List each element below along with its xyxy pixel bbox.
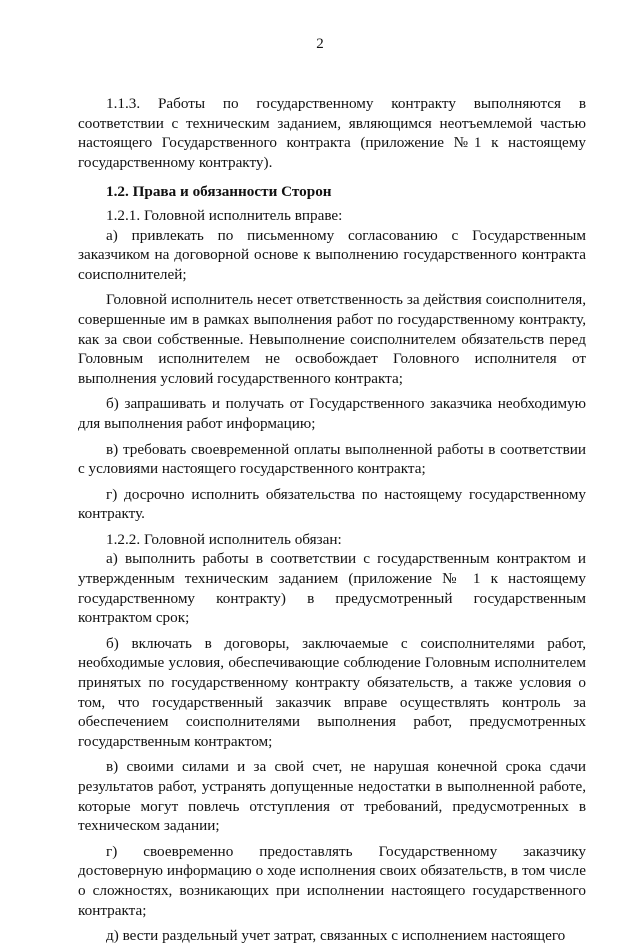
clause-1-2-1-a: а) привлекать по письменному согласованию с Государственным заказчиком на договорной основе к выполнению государственного контракта соисполнителей; [78,226,586,283]
clause-1-2-2-d: д) вести раздельный учет затрат, связанных с исполнением настоящего [106,927,566,945]
clause-1-1-3: 1.1.3. Работы по государственному контракту выполняются в соответствии с техническим заданием, являющимся неотъемлемой частью настоящего Государственного контракта (приложение №1 к настоящему государственному контракту). [78,95,586,171]
clause-1-2-2-a: а) выполнить работы в соответствии с государственным контрактом и утвержденным техническим заданием (приложение № 1 к настоящему государственному контракту) в предусмотренный государственным контрактом срок; [78,550,586,627]
document-body [78,94,586,946]
clause-1-2-1-intro: 1.2.1. Головной исполнитель вправе: [106,206,343,224]
section-heading: 1.2. Права и обязанности Сторон [106,183,332,201]
clause-1-2-2-v: в) своими силами и за свой счет, не нарушая конечной срока сдачи результатов работ, устранять допущенные недостатки в выполненной работе, которые могут повлечь отступления от требований, предусмотренных в техническом задании; [78,758,586,835]
clause-1-2-2-b: б) включать в договоры, заключаемые с соисполнителями работ, необходимые условия, обеспечивающие соблюдение Головным исполнителем принятых по государственному контракту обязательств, а также условия о том, что государственный заказчик вправе осуществлять контроль за обеспечением соисполнителями выполнения работ, предусмотренных государственным контрактом; [78,634,586,750]
clause-1-2-1-g: г) досрочно исполнить обязательства по настоящему государственному контракту. [78,485,586,523]
page-number: 2 [316,36,324,52]
clause-1-2-1-responsibility: Головной исполнитель несет ответственность за действия соисполнителя, совершенные им в рамках выполнения работ по государственному контракту, как за свои собственные. Невыполнение соисполнителем обязательств перед Головным исполнителем не освобождает Головного исполнителя от выполнения условий государственного контракта; [78,291,586,387]
clause-1-2-2-intro: 1.2.2. Головной исполнитель обязан: [106,530,342,548]
clause-1-2-1-v: в) требовать своевременной оплаты выполненной работы в соответствии с условиями настоящего государственного контракта; [78,440,586,478]
clause-1-2-2-g: г) своевременно предоставлять Государственному заказчику достоверную информацию о ходе исполнения своих обязательств, в том числе о сложностях, возникающих при исполнении настоящего государственного контракта; [78,842,586,919]
clause-1-2-1-b: б) запрашивать и получать от Государственного заказчика необходимую для выполнения работ информацию; [78,395,586,432]
